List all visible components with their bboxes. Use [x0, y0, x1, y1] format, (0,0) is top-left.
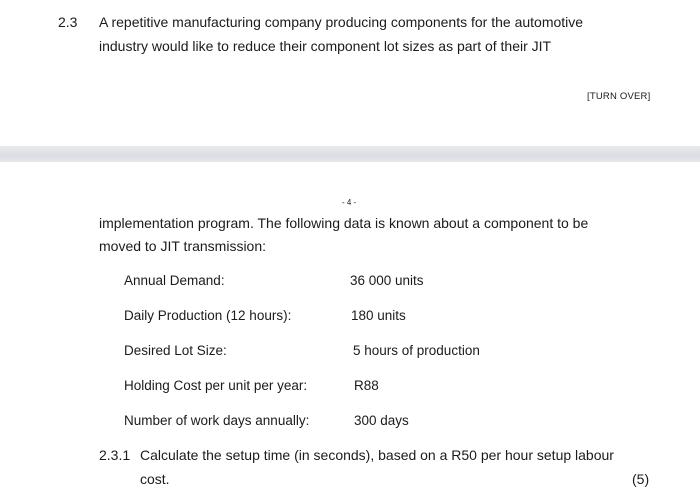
data-row-label: Holding Cost per unit per year: [124, 378, 308, 393]
data-row-label: Annual Demand: [124, 273, 225, 288]
sub-question-text-line-1: Calculate the setup time (in seconds), based on a R50 per hour setup labour [140, 447, 614, 463]
sub-question-number: 2.3.1 [99, 447, 131, 463]
data-row-value: 5 hours of production [353, 343, 480, 358]
data-row-value: 36 000 units [350, 273, 424, 288]
page-gap [0, 146, 700, 162]
exam-page-bottom [0, 162, 700, 497]
data-row-label: Desired Lot Size: [124, 343, 227, 358]
question-text-line-2: industry would like to reduce their component lot sizes as part of their JIT [99, 38, 552, 54]
continuation-text-line-2: moved to JIT transmission: [99, 238, 267, 254]
continuation-text-line-1: implementation program. The following data is known about a component to be [99, 215, 589, 231]
question-number: 2.3 [58, 14, 78, 30]
data-row-value: 300 days [354, 413, 409, 428]
page-number: - 4 - [342, 198, 357, 207]
data-row-value: R88 [354, 378, 379, 393]
question-text-line-1: A repetitive manufacturing company producing components for the automotive [99, 14, 584, 30]
marks-allocation: (5) [632, 471, 650, 487]
exam-page-top [0, 0, 700, 146]
sub-question-text-line-2: cost. [140, 471, 170, 487]
data-row-label: Daily Production (12 hours): [124, 308, 292, 323]
data-row-label: Number of work days annually: [124, 413, 310, 428]
turn-over-note: [TURN OVER] [587, 91, 651, 102]
data-row-value: 180 units [351, 308, 406, 323]
